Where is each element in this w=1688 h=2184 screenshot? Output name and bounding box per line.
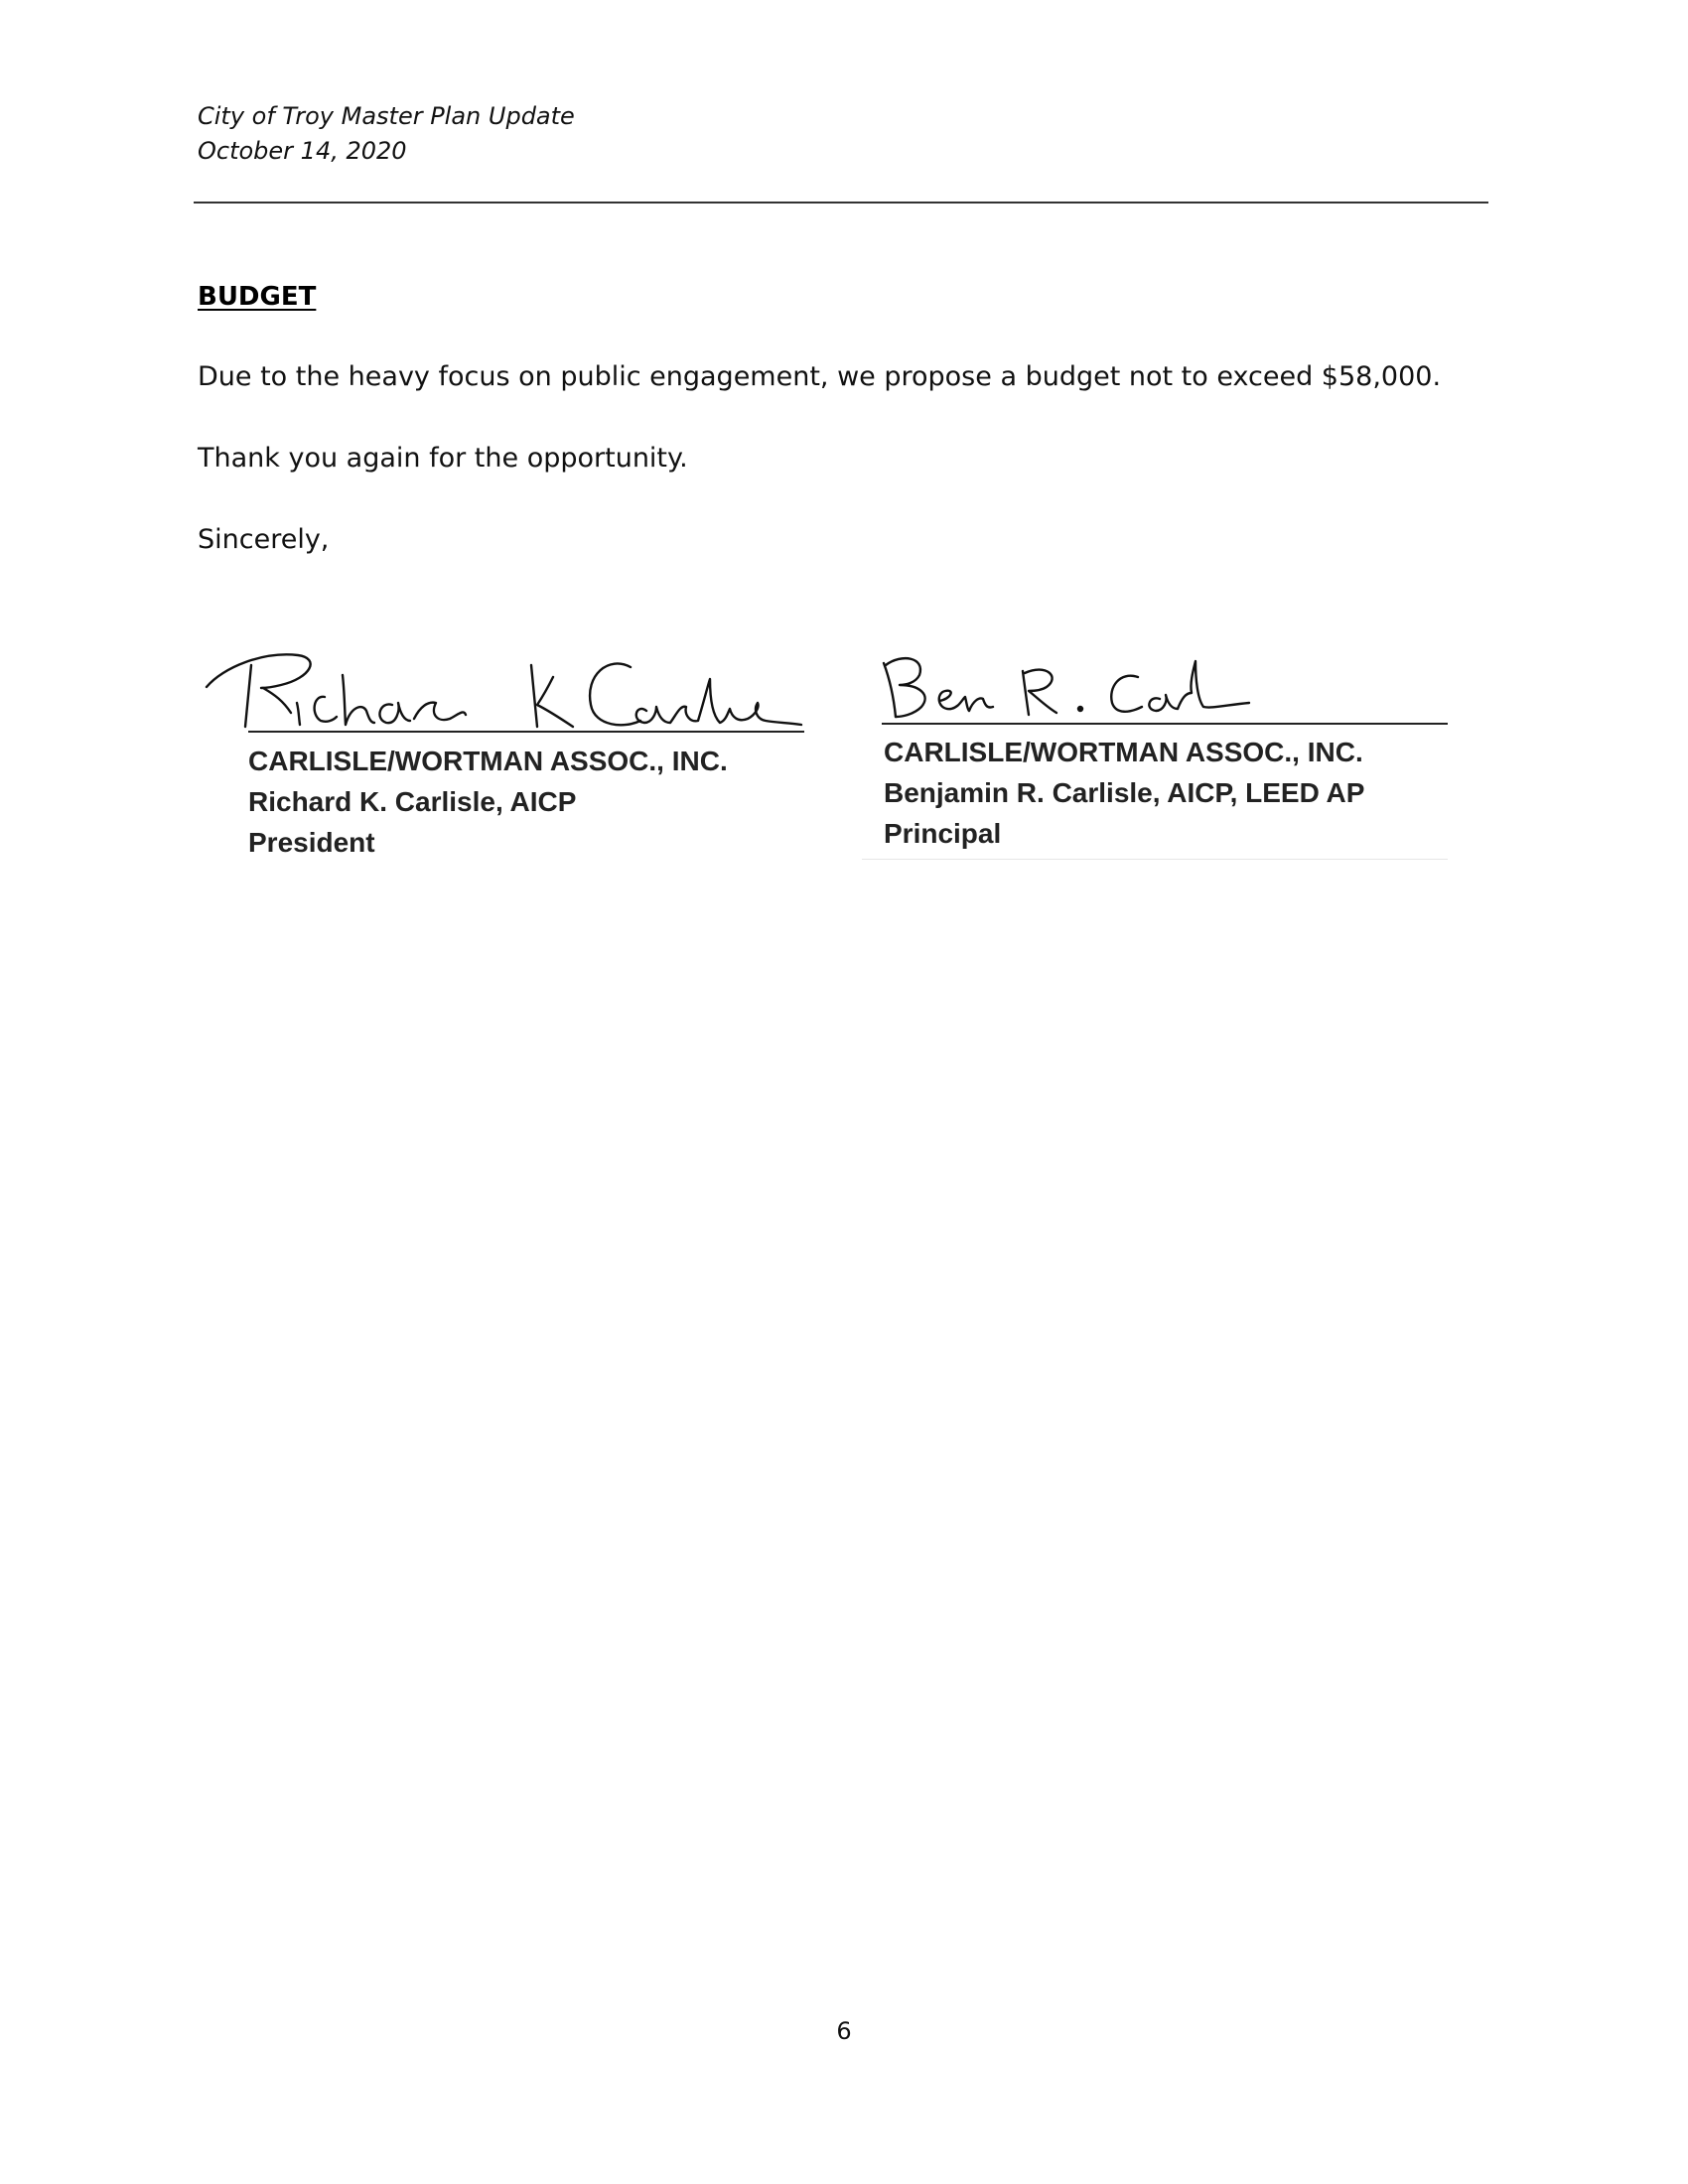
header-divider bbox=[194, 202, 1488, 204]
signatory-details-benjamin bbox=[884, 732, 1364, 854]
image-edge-rule bbox=[862, 859, 1448, 860]
budget-paragraph: Due to the heavy focus on public engagement, we propose a budget not to exceed $58,000. bbox=[198, 361, 1442, 392]
handwritten-signature-benjamin bbox=[862, 643, 1448, 725]
signatory-company: CARLISLE/WORTMAN ASSOC., INC. bbox=[248, 746, 728, 776]
signature-block-benjamin bbox=[862, 643, 1448, 862]
page-number: 6 bbox=[836, 2017, 852, 2045]
handwritten-signature-richard bbox=[204, 645, 839, 740]
signatory-company: CARLISLE/WORTMAN ASSOC., INC. bbox=[884, 737, 1363, 767]
signature-block-richard bbox=[204, 645, 839, 874]
thanks-paragraph: Thank you again for the opportunity. bbox=[198, 443, 688, 474]
signatory-title: Principal bbox=[884, 818, 1002, 849]
signatory-title: President bbox=[248, 827, 375, 858]
header-date: October 14, 2020 bbox=[198, 137, 407, 165]
signature-line-benjamin bbox=[882, 723, 1448, 725]
running-header bbox=[198, 99, 575, 169]
signatory-details-richard bbox=[248, 741, 728, 863]
signature-line-richard bbox=[248, 731, 804, 733]
signatory-name: Benjamin R. Carlisle, AICP, LEED AP bbox=[884, 777, 1365, 808]
header-title: City of Troy Master Plan Update bbox=[198, 102, 575, 130]
signatory-name: Richard K. Carlisle, AICP bbox=[248, 786, 577, 817]
salutation: Sincerely, bbox=[198, 524, 330, 555]
budget-heading: BUDGET bbox=[198, 282, 317, 312]
